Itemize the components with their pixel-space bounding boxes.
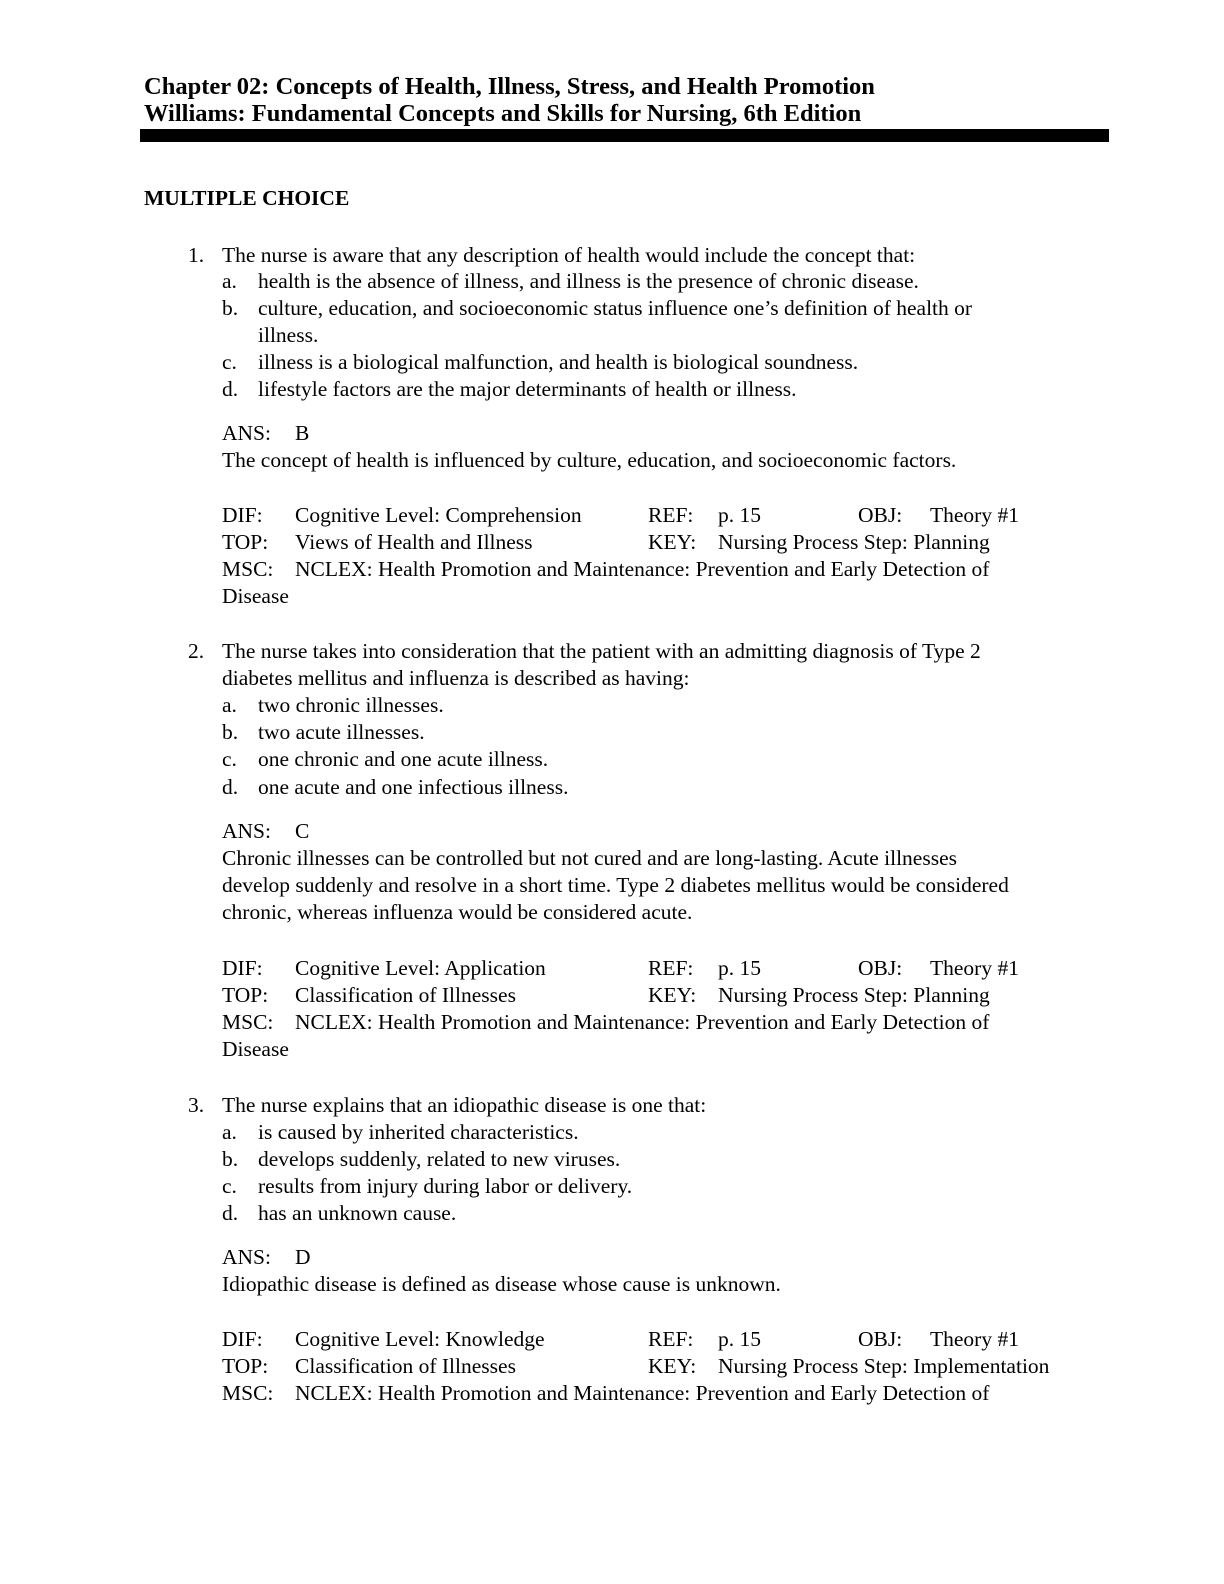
key-label: KEY: <box>648 1354 697 1378</box>
obj-label: OBJ: <box>858 1327 903 1351</box>
rationale-cont: chronic, whereas influenza would be considered acute. <box>222 900 693 924</box>
answer-label: ANS: <box>222 421 271 445</box>
msc-value-cont: Disease <box>222 584 289 608</box>
dif-label: DIF: <box>222 503 263 527</box>
option-letter: b. <box>222 720 239 744</box>
option-letter: c. <box>222 1174 237 1198</box>
ref-value: p. 15 <box>718 1327 761 1351</box>
option-letter: a. <box>222 269 237 293</box>
ref-label: REF: <box>648 1327 694 1351</box>
option-text: two chronic illnesses. <box>258 693 444 717</box>
option-letter: a. <box>222 693 237 717</box>
msc-value: NCLEX: Health Promotion and Maintenance: Prevention and Early Detection of <box>295 1010 990 1034</box>
top-label: TOP: <box>222 1354 269 1378</box>
dif-value: Cognitive Level: Knowledge <box>295 1327 545 1351</box>
option-letter: a. <box>222 1120 237 1144</box>
dif-value: Cognitive Level: Application <box>295 956 546 980</box>
obj-value: Theory #1 <box>930 1327 1019 1351</box>
question-stem: The nurse takes into consideration that the patient with an admitting diagnosis of Type 2 <box>222 639 981 663</box>
key-value: Nursing Process Step: Implementation <box>718 1354 1050 1378</box>
dif-label: DIF: <box>222 956 263 980</box>
answer-value: D <box>295 1245 311 1269</box>
option-text: health is the absence of illness, and illness is the presence of chronic disease. <box>258 269 919 293</box>
top-label: TOP: <box>222 530 269 554</box>
key-label: KEY: <box>648 983 697 1007</box>
msc-value-cont: Disease <box>222 1037 289 1061</box>
rationale: Idiopathic disease is defined as disease whose cause is unknown. <box>222 1272 781 1296</box>
option-text-cont: illness. <box>258 323 319 347</box>
question-stem: The nurse is aware that any description of health would include the concept that: <box>222 243 916 267</box>
answer-label: ANS: <box>222 819 271 843</box>
option-text: has an unknown cause. <box>258 1201 457 1225</box>
option-text: culture, education, and socioeconomic status influence one’s definition of health or <box>258 296 973 320</box>
option-text: results from injury during labor or delivery. <box>258 1174 633 1198</box>
top-value: Views of Health and Illness <box>295 530 533 554</box>
key-label: KEY: <box>648 530 697 554</box>
option-letter: b. <box>222 1147 239 1171</box>
option-text: lifestyle factors are the major determinants of health or illness. <box>258 377 797 401</box>
ref-label: REF: <box>648 503 694 527</box>
msc-value: NCLEX: Health Promotion and Maintenance: Prevention and Early Detection of <box>295 1381 990 1405</box>
obj-value: Theory #1 <box>930 503 1019 527</box>
option-letter: d. <box>222 377 239 401</box>
top-label: TOP: <box>222 983 269 1007</box>
chapter-title: Chapter 02: Concepts of Health, Illness, Stress, and Health Promotion <box>144 73 875 100</box>
option-text: is caused by inherited characteristics. <box>258 1120 579 1144</box>
rationale: Chronic illnesses can be controlled but not cured and are long-lasting. Acute illnesses <box>222 846 957 870</box>
option-letter: b. <box>222 296 239 320</box>
header-rule <box>140 129 1109 142</box>
option-letter: c. <box>222 350 237 374</box>
key-value: Nursing Process Step: Planning <box>718 530 990 554</box>
ref-value: p. 15 <box>718 956 761 980</box>
ref-label: REF: <box>648 956 694 980</box>
option-letter: d. <box>222 775 239 799</box>
option-text: one acute and one infectious illness. <box>258 775 569 799</box>
top-value: Classification of Illnesses <box>295 983 516 1007</box>
dif-label: DIF: <box>222 1327 263 1351</box>
top-value: Classification of Illnesses <box>295 1354 516 1378</box>
msc-label: MSC: <box>222 1381 274 1405</box>
answer-label: ANS: <box>222 1245 271 1269</box>
key-value: Nursing Process Step: Planning <box>718 983 990 1007</box>
question-number: 2. <box>188 639 205 663</box>
ref-value: p. 15 <box>718 503 761 527</box>
option-letter: d. <box>222 1201 239 1225</box>
msc-label: MSC: <box>222 1010 274 1034</box>
option-text: illness is a biological malfunction, and health is biological soundness. <box>258 350 859 374</box>
option-text: one chronic and one acute illness. <box>258 747 549 771</box>
option-text: develops suddenly, related to new viruses. <box>258 1147 621 1171</box>
rationale: The concept of health is influenced by culture, education, and socioeconomic factors. <box>222 448 957 472</box>
msc-value: NCLEX: Health Promotion and Maintenance: Prevention and Early Detection of <box>295 557 990 581</box>
obj-value: Theory #1 <box>930 956 1019 980</box>
question-number: 1. <box>188 243 205 267</box>
answer-value: B <box>295 421 310 445</box>
question-stem-cont: diabetes mellitus and influenza is described as having: <box>222 666 690 690</box>
rationale-cont: develop suddenly and resolve in a short time. Type 2 diabetes mellitus would be considered <box>222 873 1009 897</box>
question-number: 3. <box>188 1093 205 1117</box>
obj-label: OBJ: <box>858 503 903 527</box>
option-letter: c. <box>222 747 237 771</box>
obj-label: OBJ: <box>858 956 903 980</box>
dif-value: Cognitive Level: Comprehension <box>295 503 582 527</box>
answer-value: C <box>295 819 310 843</box>
book-title: Williams: Fundamental Concepts and Skills for Nursing, 6th Edition <box>144 100 862 127</box>
msc-label: MSC: <box>222 557 274 581</box>
option-text: two acute illnesses. <box>258 720 425 744</box>
section-title: MULTIPLE CHOICE <box>144 186 350 210</box>
question-stem: The nurse explains that an idiopathic disease is one that: <box>222 1093 707 1117</box>
